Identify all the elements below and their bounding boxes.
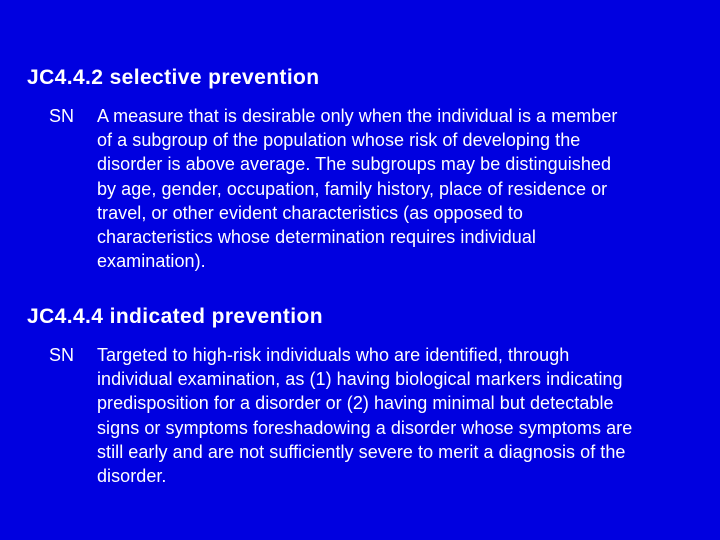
scope-note-tag: SN [49,106,75,126]
scope-note-text [97,343,693,488]
scope-note-line: Targeted to high-risk individuals who are identified, through [97,345,570,365]
scope-note-line: travel, or other evident characteristics (as opposed to [97,202,523,223]
scope-note-tag: SN [49,345,75,365]
scope-note-line: individual examination, as (1) having biological markers indicating [97,369,623,390]
scope-note-line: disorder. [97,466,167,487]
scope-note-line: A measure that is desirable only when the individual is a member [97,106,618,126]
entry-heading: JC4.4.2 selective prevention [27,66,320,89]
scope-note-text [97,104,693,273]
scope-note-line: signs or symptoms foreshadowing a disorder whose symptoms are [97,417,633,438]
scope-note-line: still early and are not sufficiently severe to merit a diagnosis of the [97,441,626,462]
entry-heading: JC4.4.4 indicated prevention [27,305,323,328]
scope-note-line: by age, gender, occupation, family history, place of residence or [97,178,608,199]
scope-note-line: disorder is above average. The subgroups may be distinguished [97,154,612,175]
scope-note-line: examination). [97,251,206,272]
scope-note-line: characteristics whose determination requires individual [97,227,536,248]
scope-note-line: of a subgroup of the population whose risk of developing the [97,130,581,151]
scope-note-line: predisposition for a disorder or (2) having minimal but detectable [97,393,614,414]
